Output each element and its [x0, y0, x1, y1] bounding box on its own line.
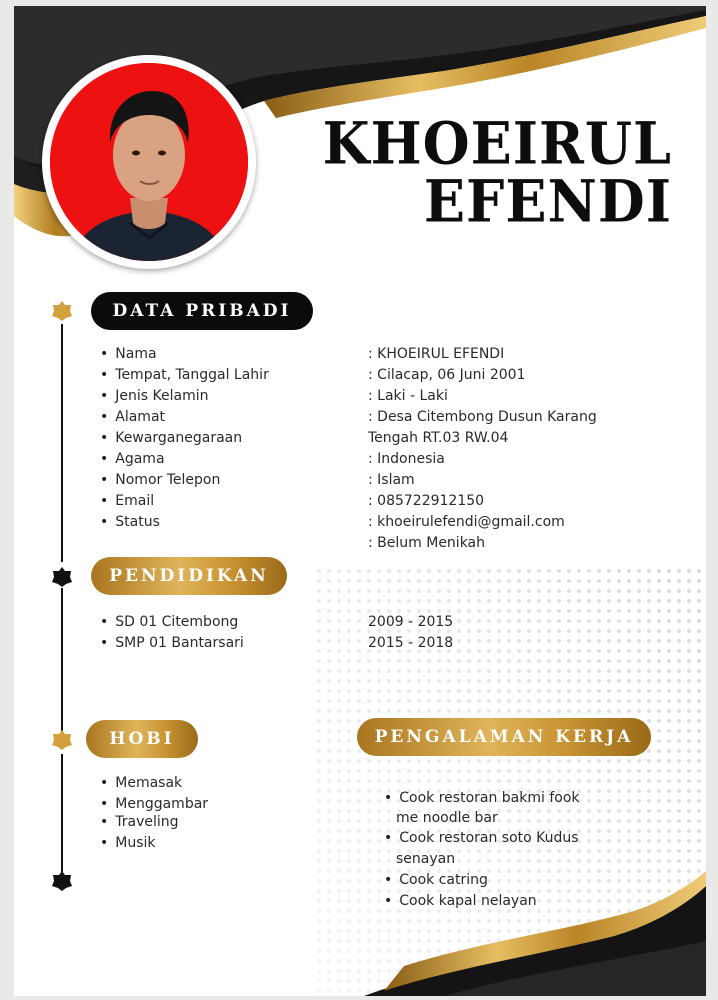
- experience-item-2-cont: senayan: [396, 851, 456, 867]
- value-status-slot: : khoeirulefendi@gmail.com: [368, 514, 565, 530]
- timeline-line-3: [61, 754, 63, 872]
- hobby-item: • Menggambar: [100, 794, 208, 814]
- experience-item-2: • Cook restoran soto Kudus: [384, 828, 579, 848]
- experience-item-1-cont: me noodle bar: [396, 810, 498, 826]
- school-smp: • SMP 01 Bantarsari: [100, 633, 244, 653]
- person-portrait-icon: [50, 63, 248, 261]
- gold-flower-icon: [51, 729, 73, 751]
- hobby-item: • Musik: [100, 833, 156, 853]
- label-email: • Email: [100, 491, 154, 511]
- name-last: EFENDI: [423, 166, 672, 236]
- profile-photo-frame: [42, 55, 256, 269]
- value-jenis-kelamin: : Laki - Laki: [368, 388, 448, 404]
- label-kewarganegaraan: • Kewarganegaraan: [100, 428, 242, 448]
- school-sd: • SD 01 Citembong: [100, 612, 238, 632]
- value-nama: : KHOEIRUL EFENDI: [368, 346, 505, 362]
- label-alamat: • Alamat: [100, 407, 165, 427]
- profile-photo: [50, 63, 248, 261]
- gold-flower-icon: [51, 300, 73, 322]
- label-nama: • Nama: [100, 344, 157, 364]
- label-nomor-telepon: • Nomor Telepon: [100, 470, 220, 490]
- black-flower-icon: [51, 566, 73, 588]
- label-agama: • Agama: [100, 449, 165, 469]
- value-email-slot: : 085722912150: [368, 493, 485, 509]
- name-first: KHOEIRUL: [322, 108, 672, 178]
- experience-item-4: • Cook kapal nelayan: [384, 891, 537, 911]
- label-ttl: • Tempat, Tanggal Lahir: [100, 365, 269, 385]
- value-telepon-slot: : Islam: [368, 472, 415, 488]
- value-agama-slot: : Indonesia: [368, 451, 445, 467]
- value-ttl: : Cilacap, 06 Juni 2001: [368, 367, 526, 383]
- experience-item-1: • Cook restoran bakmi fook: [384, 788, 580, 808]
- value-status: : Belum Menikah: [368, 535, 486, 551]
- section-heading-pengalaman-kerja: PENGALAMAN KERJA: [357, 718, 651, 756]
- experience-item-3: • Cook catring: [384, 870, 488, 890]
- cv-page: [14, 6, 706, 996]
- timeline-line-2: [61, 588, 63, 734]
- years-smp: 2015 - 2018: [368, 635, 454, 651]
- value-alamat-1: : Desa Citembong Dusun Karang: [368, 409, 597, 425]
- label-status: • Status: [100, 512, 160, 532]
- section-heading-data-pribadi: DATA PRIBADI: [91, 292, 313, 330]
- timeline-line-1: [61, 324, 63, 562]
- section-heading-pendidikan: PENDIDIKAN: [91, 557, 287, 595]
- years-sd: 2009 - 2015: [368, 614, 454, 630]
- black-flower-icon: [51, 870, 73, 892]
- section-heading-hobi: HOBI: [86, 720, 198, 758]
- hobby-item: • Traveling: [100, 812, 179, 832]
- label-jenis-kelamin: • Jenis Kelamin: [100, 386, 208, 406]
- value-alamat-2: Tengah RT.03 RW.04: [368, 430, 509, 446]
- hobby-item: • Memasak: [100, 773, 182, 793]
